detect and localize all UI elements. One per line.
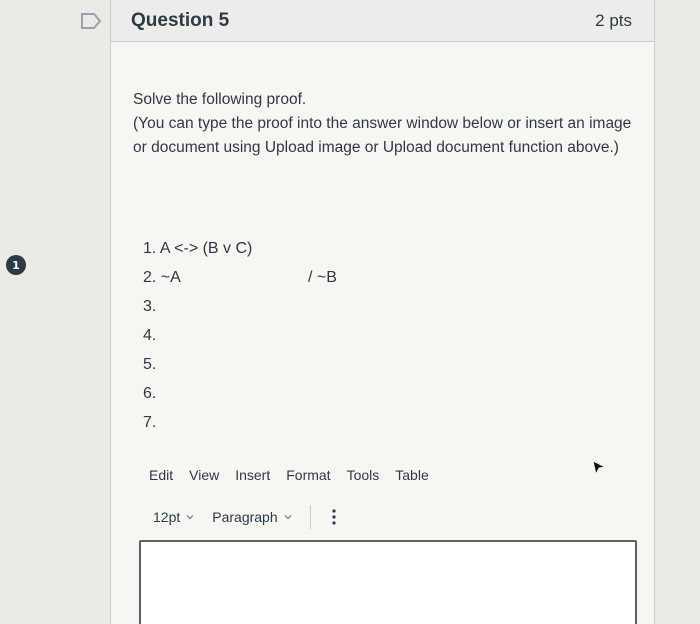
font-size-select[interactable]: [153, 509, 194, 525]
proof-line-text: 3.: [143, 298, 157, 315]
proof-line: [143, 350, 443, 379]
chevron-down-icon: [186, 513, 194, 521]
proof-line-text: 2. ~A: [143, 269, 181, 286]
question-title: Question 5: [131, 9, 230, 31]
block-format-value: Paragraph: [212, 509, 278, 525]
proof-line-text: 5.: [143, 356, 157, 373]
font-size-value: 12pt: [153, 509, 181, 525]
proof-line: [143, 408, 443, 437]
menu-edit[interactable]: Edit: [149, 467, 174, 483]
mouse-cursor-icon: [592, 460, 606, 476]
question-card: [110, 0, 655, 624]
question-points: 2 pts: [595, 10, 632, 30]
proof-list: [143, 234, 443, 437]
menu-table[interactable]: Table: [395, 467, 429, 483]
chevron-down-icon: [284, 513, 292, 521]
proof-conclusion: / ~B: [308, 269, 337, 286]
editor-menubar: [149, 467, 429, 483]
question-header: [111, 0, 654, 42]
proof-line-text: 4.: [143, 327, 157, 344]
question-number-badge[interactable]: 1: [6, 255, 26, 275]
block-format-select[interactable]: [212, 509, 291, 525]
menu-view[interactable]: View: [189, 467, 220, 483]
proof-line-text: 7.: [143, 414, 157, 431]
proof-line-text: 6.: [143, 385, 157, 402]
proof-line-text: 1. A <-> (B v C): [143, 240, 253, 257]
proof-line: [143, 234, 443, 263]
menu-format[interactable]: Format: [286, 467, 331, 483]
question-prompt: [133, 88, 643, 160]
prompt-line-2: (You can type the proof into the answer window below or insert an image or document using Upload image or Upload document function above.): [133, 115, 632, 156]
toolbar-divider: [310, 505, 311, 529]
menu-tools[interactable]: Tools: [346, 467, 380, 483]
proof-line: [143, 321, 443, 350]
proof-line: [143, 263, 443, 292]
editor-toolbar: [153, 505, 337, 529]
proof-line: [143, 292, 443, 321]
answer-editor[interactable]: [139, 540, 637, 624]
prompt-line-1: Solve the following proof.: [133, 91, 307, 108]
kebab-icon[interactable]: [331, 508, 337, 526]
menu-insert[interactable]: Insert: [235, 467, 271, 483]
flag-icon[interactable]: [80, 12, 102, 30]
proof-line: [143, 379, 443, 408]
